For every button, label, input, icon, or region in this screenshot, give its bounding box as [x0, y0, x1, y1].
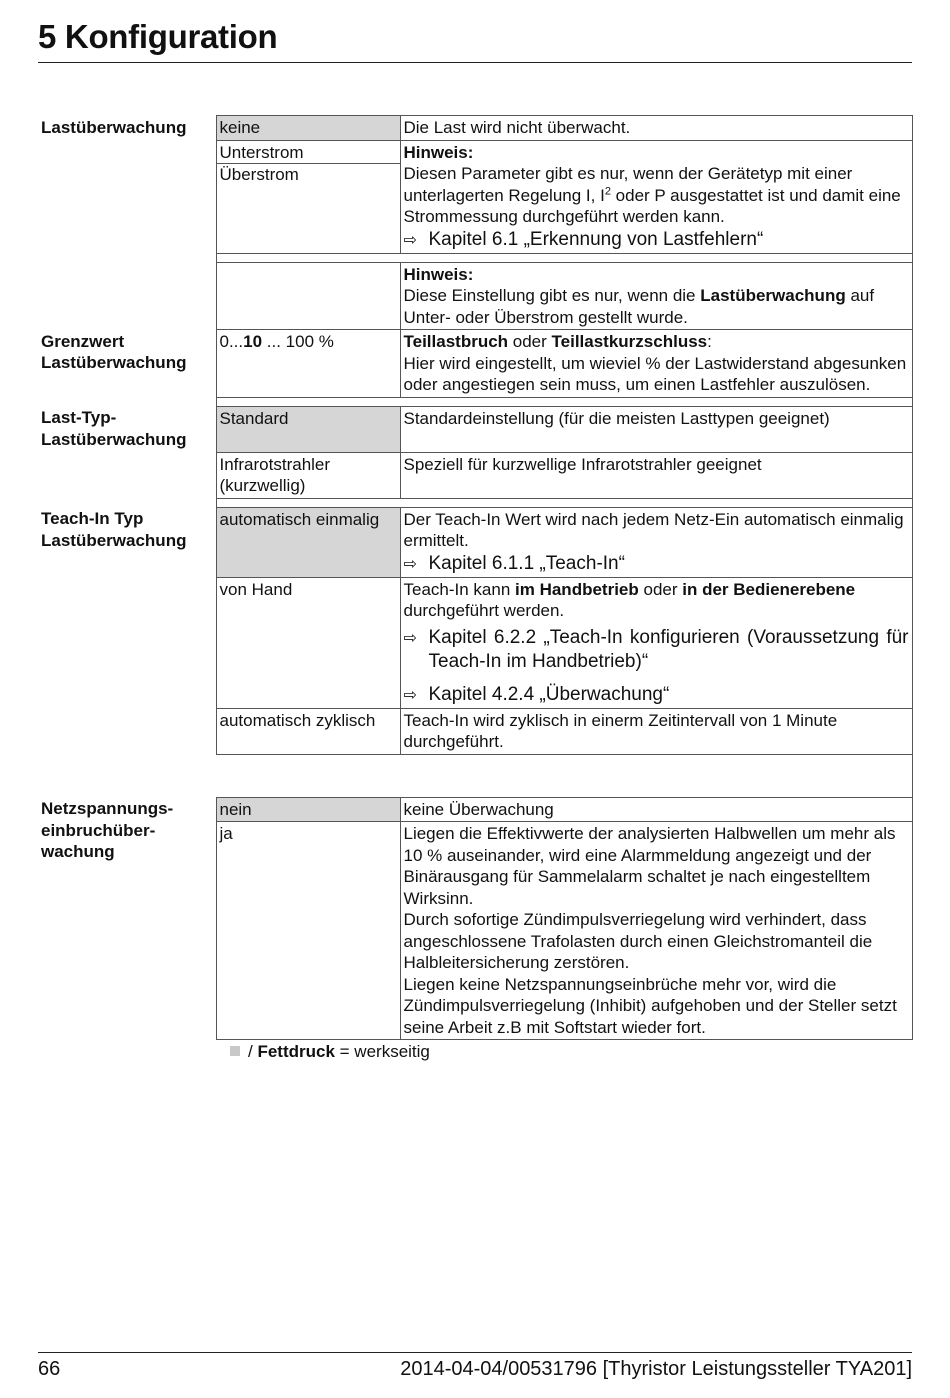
option-nein: nein: [216, 797, 400, 822]
value-range: 0...10 ... 100 %: [216, 330, 400, 398]
footer-divider: [38, 1352, 912, 1353]
option-standard: Standard: [216, 406, 400, 452]
table-row: [38, 452, 912, 498]
chapter-link[interactable]: ⇨ Kapitel 4.2.4 „Überwachung“: [403, 683, 670, 705]
page-title: 5 Konfiguration: [38, 18, 278, 55]
note-cell: [400, 262, 912, 330]
arrow-right-icon: ⇨: [403, 686, 417, 704]
arrow-right-icon: ⇨: [403, 629, 417, 647]
param-label-mains-dip: Netzspannungs- einbruchüber- wachung: [41, 799, 174, 861]
table-row: [38, 406, 912, 452]
footer-doc-info: 2014-04-04/00531796 [Thyristor Leistungssteller TYA201]: [400, 1358, 912, 1380]
spacer-row: [38, 498, 912, 507]
note-title: Hinweis:: [403, 142, 474, 162]
param-label-load-monitoring: Lastüberwachung: [41, 117, 187, 137]
param-label-teach-in: Teach-In Typ Lastüberwachung: [41, 509, 187, 550]
table-row: [38, 797, 912, 822]
header-divider: [38, 62, 912, 63]
arrow-right-icon: ⇨: [403, 231, 417, 249]
page-number: 66: [38, 1358, 61, 1380]
config-table-area: [38, 115, 912, 1062]
note-title: Hinweis:: [403, 264, 474, 284]
option-infrared: Infrarotstrahler (kurzwellig): [216, 452, 400, 498]
option-group: [216, 140, 400, 253]
chapter-link[interactable]: ⇨ Kapitel 6.2.2 „Teach-In konfigurieren (Voraussetzung für Teach-In im Handbetrieb)“: [403, 626, 909, 672]
chapter-link[interactable]: ⇨ Kapitel 6.1.1 „Teach-In“: [403, 552, 625, 574]
option-manual: von Hand: [216, 577, 400, 708]
option-keine: keine: [216, 116, 400, 141]
chapter-link[interactable]: ⇨ Kapitel 6.1 „Erkennung von Lastfehlern“: [403, 228, 764, 250]
table-row: [38, 116, 912, 141]
option-auto-cyclic: automatisch zyklisch: [216, 708, 400, 754]
spacer-row: [38, 253, 912, 262]
option-ja: ja: [216, 822, 400, 1040]
option-desc: keine Überwachung: [400, 797, 912, 822]
empty-value: [216, 262, 400, 330]
legend: / Fettdruck = werkseitig: [222, 1042, 912, 1062]
note-text: Diese Einstellung gibt es nur, wenn die Lastüberwachung auf Unter- oder Überstrom gestellt wurde.: [403, 286, 875, 327]
spacer-row: [38, 754, 912, 797]
note-text: Diesen Parameter gibt es nur, wenn der Gerätetyp mit einer unterlagerten Regelung I, $I^2$ oder P ausgestattet ist und damit eine Strommessung durchgeführt werden kann.: [403, 164, 901, 226]
option-auto-once: automatisch einmalig: [216, 507, 400, 577]
option-desc: Standardeinstellung (für die meisten Lasttypen geeignet): [400, 406, 912, 452]
grey-square-icon: [230, 1046, 240, 1056]
option-desc: Speziell für kurzwellige Infrarotstrahler geeignet: [400, 452, 912, 498]
table-row: [38, 507, 912, 577]
option-desc: Liegen die Effektivwerte der analysierten Halbwellen um mehr als 10 % auseinander, wird eine Alarmmeldung angezeigt und der Binärausgang für Sammelalarm schaltet je nach eingestelltem Wirksinn. Durch sofortige Zündimpulsverriegelung wird verhindert, dass angeschlossene Trafolasten durch einen Gleichstromanteil die Halbleitersicherung zerstören. Liegen keine Netzspannungseinbrüche mehr vor, wird die Zündimpulsverriegelung (Inhibit) aufgehoben und der Steller setzt seine Arbeit z.B mit Softstart wieder fort.: [400, 822, 912, 1040]
option-desc: Die Last wird nicht überwacht.: [400, 116, 912, 141]
note-cell: [400, 140, 912, 253]
table-row: [38, 262, 912, 330]
spacer-row: [38, 397, 912, 406]
arrow-right-icon: ⇨: [403, 555, 417, 573]
table-row: [38, 330, 912, 398]
param-label-limit: Grenzwert Lastüberwachung: [41, 331, 187, 372]
param-label-load-type: Last-Typ- Lastüberwachung: [41, 408, 187, 449]
option-unterstrom: Unterstrom: [217, 142, 400, 165]
option-desc: Der Teach-In Wert wird nach jedem Netz-Ein automatisch einmalig ermittelt. ⇨ Kapitel 6.1.1 „Teach-In“: [400, 507, 912, 577]
option-ueberstrom: Überstrom: [219, 165, 299, 184]
config-table: [38, 115, 913, 1040]
option-desc: Teach-In wird zyklisch in einerm Zeitintervall von 1 Minute durchgeführt.: [400, 708, 912, 754]
option-desc: Teillastbruch oder Teillastkurzschluss: Hier wird eingestellt, um wieviel % der Lastwiderstand abgesunken oder angestiegen sein muss, um einen Lastfehler auszulösen.: [400, 330, 912, 398]
option-desc: Teach-In kann im Handbetrieb oder in der Bedienerebene durchgeführt werden. ⇨ Kapitel 6.2.2 „Teach-In konfigurieren (Voraussetzung für Teach-In im Handbetrieb)“ ⇨ Kapitel 4.2.4 „Überwachung“: [400, 577, 912, 708]
